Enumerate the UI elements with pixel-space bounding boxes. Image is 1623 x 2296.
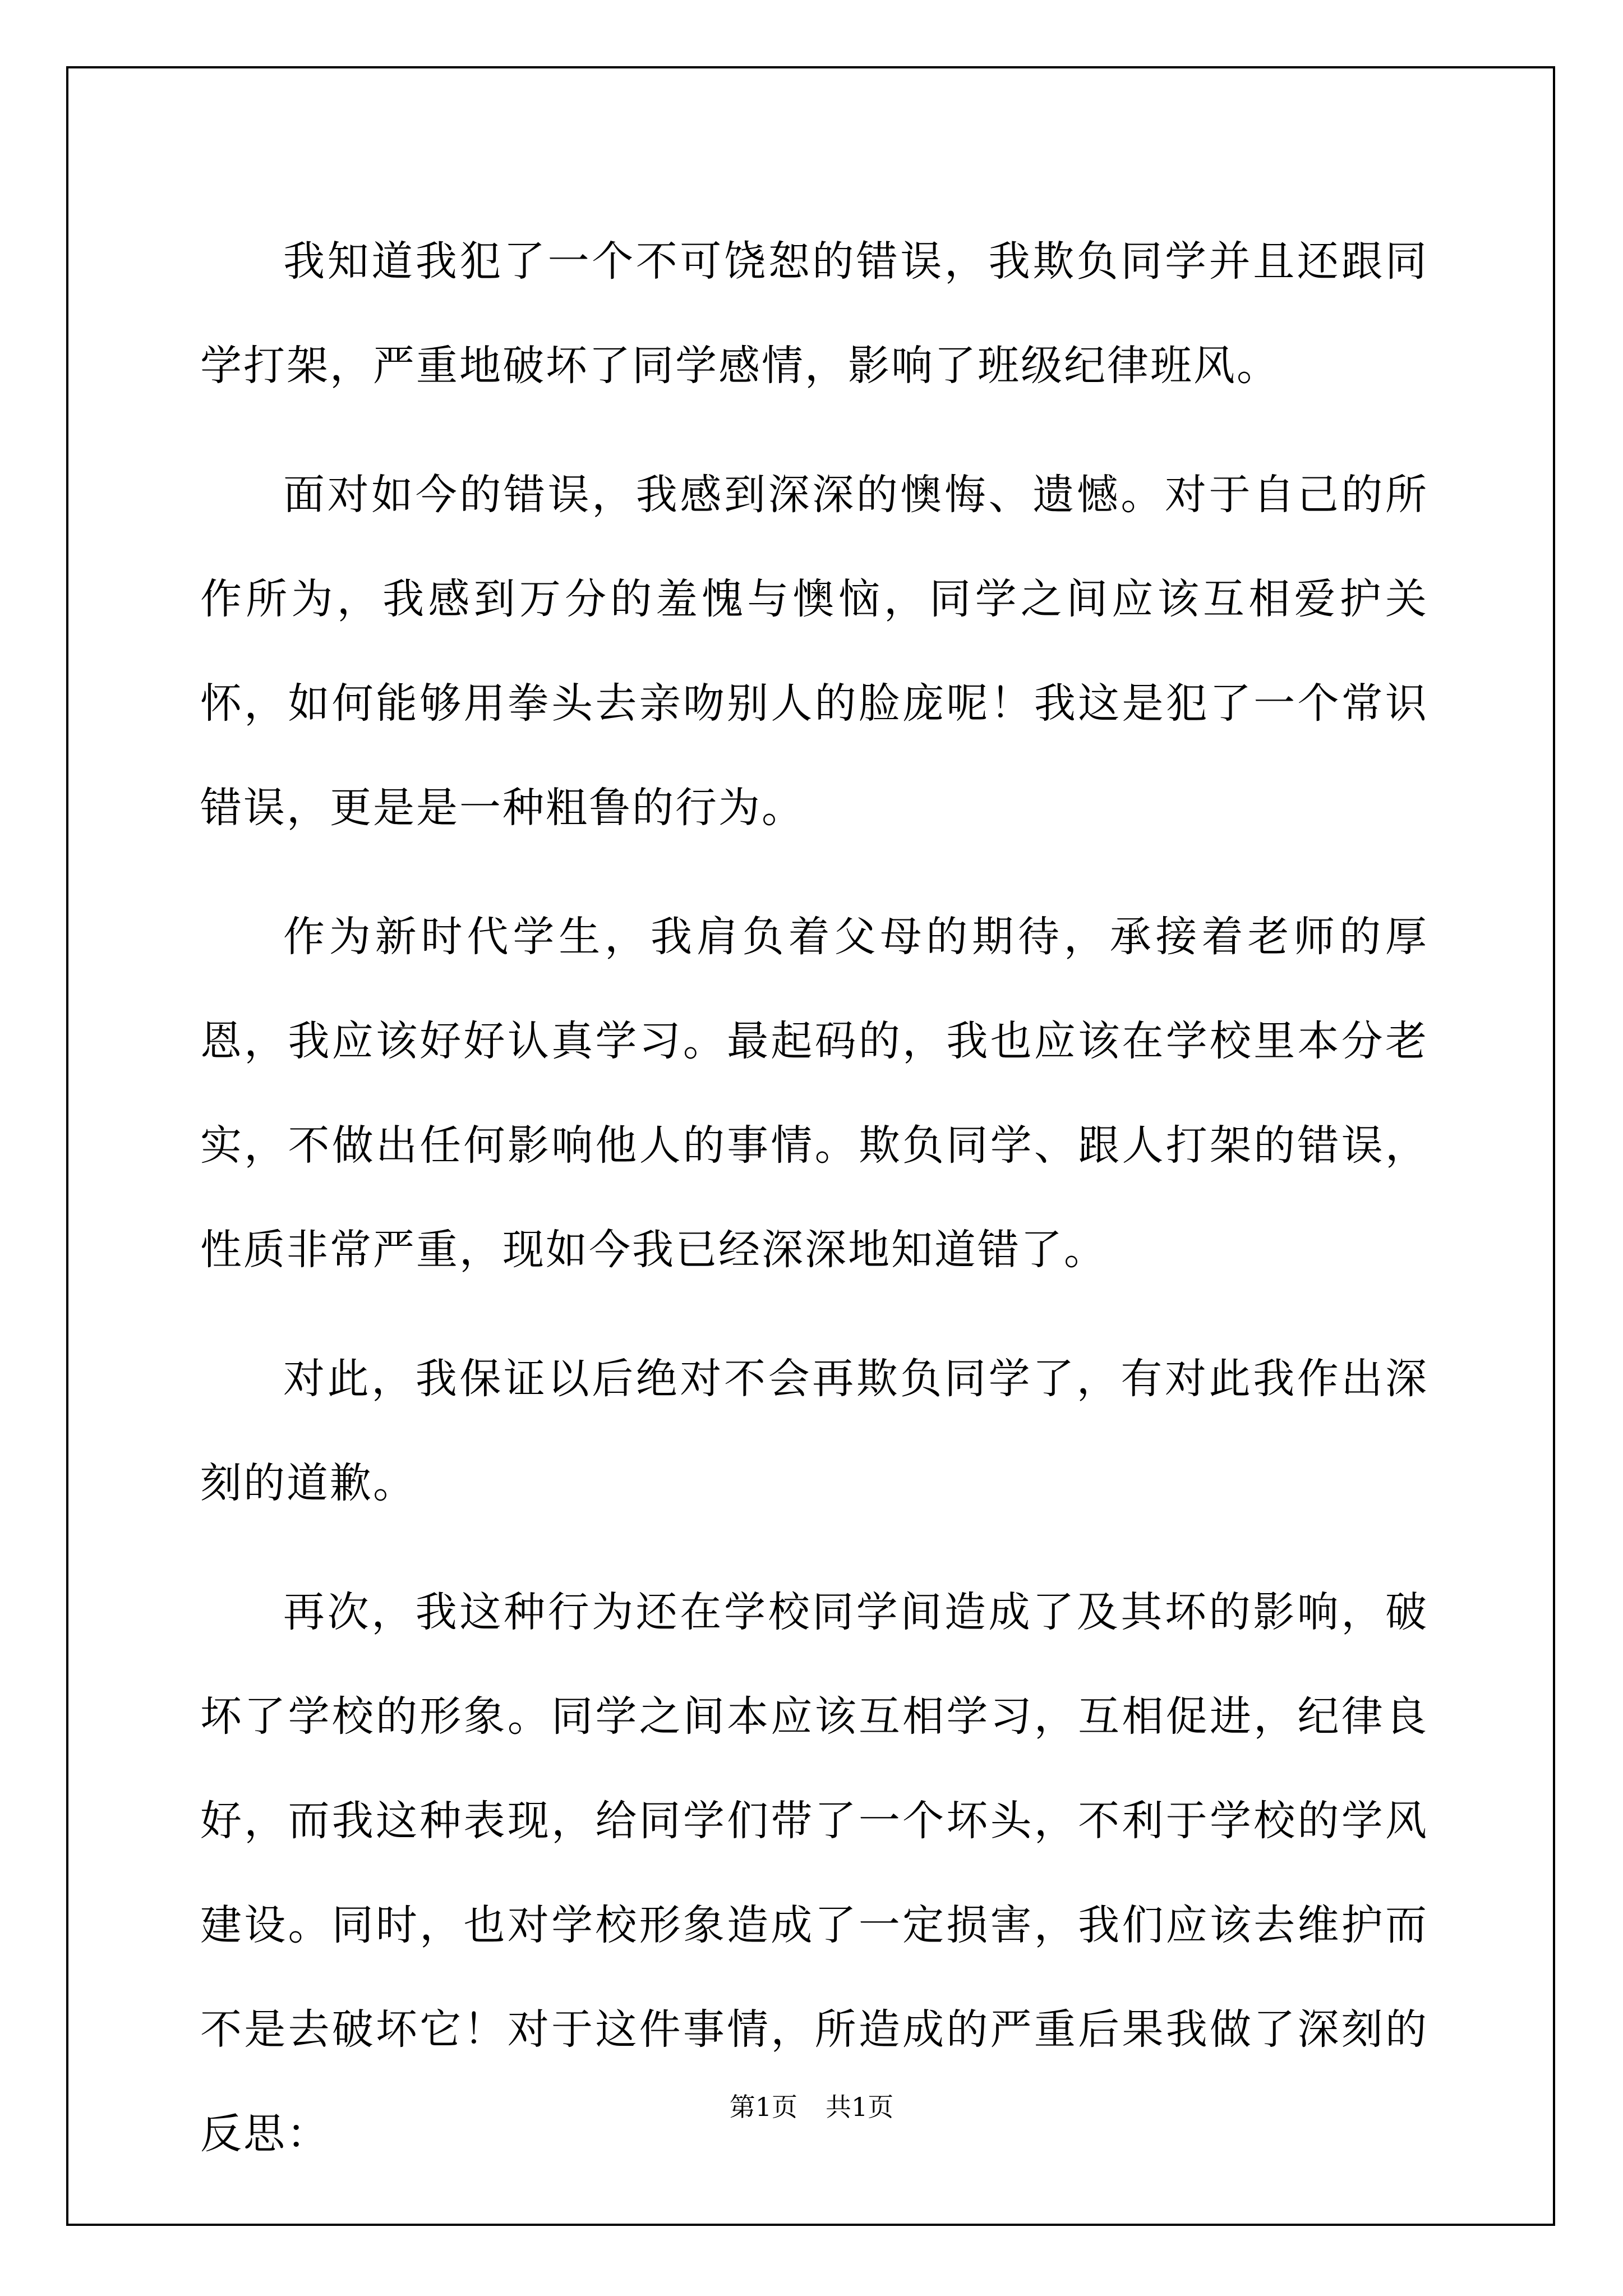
document-body: [200, 209, 1428, 2186]
page-number: 第1页: [729, 2092, 797, 2122]
paragraph-1: 我知道我犯了一个不可饶恕的错误，我欺负同学并且还跟同学打架，严重地破坏了同学感情，影响了班级纪律班风。: [200, 237, 1428, 390]
paragraph-3: 作为新时代学生，我肩负着父母的期待，承接着老师的厚恩，我应该好好认真学习。最起码的，我也应该在学校里本分老实，不做出任何影响他人的事情。欺负同学、跟人打架的错误，性质非常严重，现如今我已经深深地知道错了。: [200, 913, 1428, 1274]
paragraph-5: 再次，我这种行为还在学校同学间造成了及其坏的影响，破坏了学校的形象。同学之间本应该互相学习，互相促进，纪律良好，而我这种表现，给同学们带了一个坏头，不利于学校的学风建设。同时，也对学校形象造成了一定损害，我们应该去维护而不是去破坏它！对于这件事情，所造成的严重后果我做了深刻的反思：: [200, 1588, 1428, 2158]
paragraph-2: 面对如今的错误，我感到深深的懊悔、遗憾。对于自己的所作所为，我感到万分的羞愧与懊恼，同学之间应该互相爱护关怀，如何能够用拳头去亲吻别人的脸庞呢！我这是犯了一个常识错误，更是是一种粗鲁的行为。: [200, 471, 1428, 832]
page-footer: [0, 2090, 1623, 2124]
paragraph-4: 对此，我保证以后绝对不会再欺负同学了，有对此我作出深刻的道歉。: [200, 1355, 1428, 1507]
page-total: 共1页: [826, 2092, 894, 2122]
